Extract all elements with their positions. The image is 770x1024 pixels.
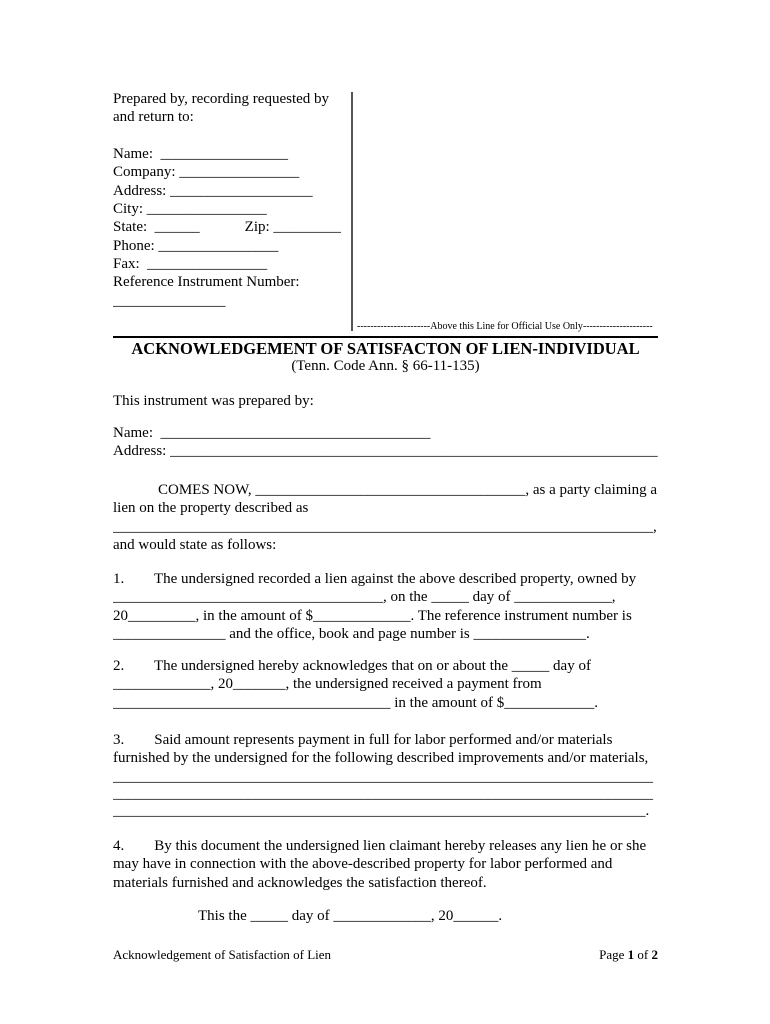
paragraph-line: lien on the property described as: [113, 500, 309, 517]
state-zip-fields: State: ______ Zip: _________: [113, 219, 341, 236]
footer-page-number: [599, 947, 658, 963]
numbered-paragraph-3: [113, 731, 658, 768]
reference-instrument-number-blank: _______________: [113, 292, 226, 309]
writing-line: _______________________________________________________________________.: [113, 803, 650, 820]
numbered-paragraph-1: [113, 570, 658, 643]
document-title: ACKNOWLEDGEMENT OF SATISFACTON OF LIEN-INDIVIDUAL: [131, 339, 640, 358]
footer-page-current: 1: [627, 947, 635, 962]
date-blank-line: This the _____ day of _____________, 20______.: [198, 908, 503, 924]
property-description-blank: ________________________________________________________________________,: [113, 518, 657, 535]
numbered-paragraph-4: [113, 837, 658, 892]
footer-of-word: of: [634, 947, 652, 962]
return-block-intro-line-1: Prepared by, recording requested by: [113, 91, 330, 107]
company-field: Company: ________________: [113, 164, 300, 181]
footer-document-title: Acknowledgement of Satisfaction of Lien: [113, 947, 332, 962]
comes-now-paragraph: [113, 481, 658, 554]
paragraph-line: COMES NOW, ____________________________________, as a party claiming a: [113, 482, 657, 498]
city-field: City: ________________: [113, 201, 267, 218]
footer-page-total: 2: [651, 947, 658, 962]
paragraph-line: _____________, 20_______, the undersigned received a payment from: [113, 676, 542, 693]
numbered-paragraph-2: [113, 657, 658, 712]
paragraph-line: may have in connection with the above-described property for labor performed and: [113, 856, 613, 873]
paragraph-line: _____________________________________ in the amount of $____________.: [113, 694, 598, 711]
blank-line: [113, 127, 350, 145]
prepared-by-block: [113, 424, 658, 461]
address-field: Address: ___________________: [113, 182, 313, 199]
preparer-name-field: Name: ____________________________________: [113, 425, 431, 441]
return-block-intro-line-2: and return to:: [113, 109, 194, 126]
column-divider-rule: [351, 92, 353, 331]
writing-line: ________________________________________________________________________: [113, 786, 653, 803]
paragraph-line: 20_________, in the amount of $_____________. The reference instrument number is: [113, 607, 632, 624]
writing-line: ________________________________________________________________________: [113, 769, 653, 785]
horizontal-rule: [113, 336, 658, 338]
statute-subtitle: (Tenn. Code Ann. § 66-11-135): [291, 358, 480, 374]
paragraph-line: 3. Said amount represents payment in full for labor performed and/or materials: [113, 732, 613, 748]
name-field: Name: _________________: [113, 146, 288, 163]
writing-lines-block: [113, 769, 658, 820]
fax-field: Fax: ________________: [113, 256, 268, 273]
return-address-block: [113, 90, 350, 310]
reference-instrument-number-label: Reference Instrument Number:: [113, 274, 300, 291]
footer-page-word: Page: [599, 947, 628, 962]
paragraph-line: 1. The undersigned recorded a lien against the above described property, owned by: [113, 571, 637, 587]
page-footer: [113, 947, 658, 963]
paragraph-line: and would state as follows:: [113, 537, 277, 554]
execution-date-line: [198, 907, 638, 925]
paragraph-line: ____________________________________, on the _____ day of _____________,: [113, 589, 616, 606]
phone-field: Phone: ________________: [113, 237, 279, 254]
paragraph-line: 2. The undersigned hereby acknowledges that on or about the _____ day of: [113, 658, 591, 674]
prepared-by-intro: This instrument was prepared by:: [113, 393, 314, 409]
paragraph-line: 4. By this document the undersigned lien claimant hereby releases any lien he or she: [113, 838, 647, 854]
official-use-label: ----------------------Above this Line for Official Use Only---------------------: [357, 321, 653, 332]
paragraph-line: materials furnished and acknowledges the satisfaction thereof.: [113, 874, 487, 891]
preparer-address-field: Address: _________________________________________________________________: [113, 443, 658, 460]
paragraph-line: furnished by the undersigned for the following described improvements and/or materials,: [113, 750, 649, 767]
paragraph-line: _______________ and the office, book and page number is _______________.: [113, 626, 590, 643]
